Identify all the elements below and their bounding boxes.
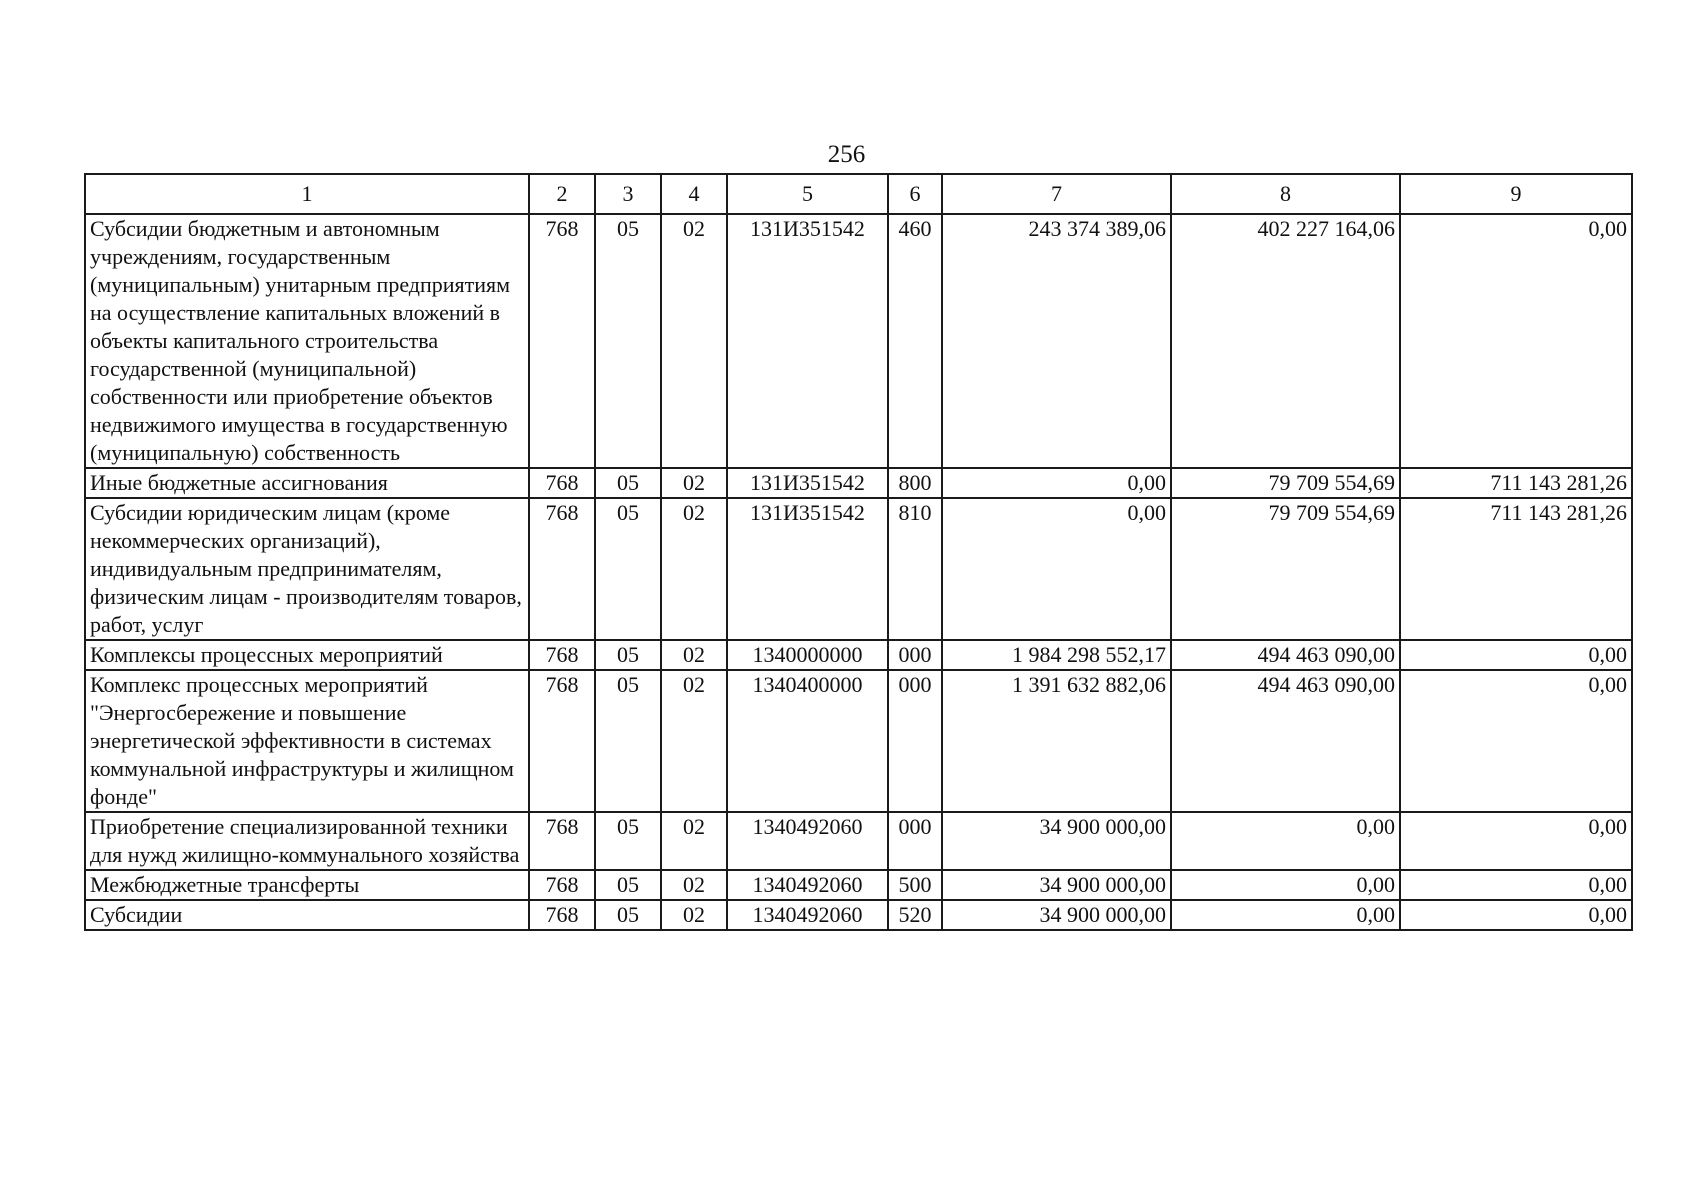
amount-cell: 711 143 281,26 — [1400, 468, 1632, 498]
code-cell: 520 — [888, 900, 942, 930]
code-cell: 05 — [595, 214, 661, 468]
code-cell: 131И351542 — [727, 468, 888, 498]
table-row — [85, 214, 1632, 468]
code-cell: 500 — [888, 870, 942, 900]
table-row — [85, 498, 1632, 640]
code-cell: 768 — [529, 498, 595, 640]
code-cell: 05 — [595, 640, 661, 670]
code-cell: 05 — [595, 468, 661, 498]
code-cell: 02 — [661, 900, 727, 930]
code-cell: 000 — [888, 640, 942, 670]
code-cell: 02 — [661, 812, 727, 870]
table-row — [85, 812, 1632, 870]
budget-table — [84, 173, 1633, 931]
amount-cell: 1 984 298 552,17 — [942, 640, 1171, 670]
row-name: Субсидии бюджетным и автономным учреждениям, государственным (муниципальным) унитарным предприятиям на осуществление капитальных вложений в объекты капитального строительства государственной (муниципальной) собственности или приобретение объектов недвижимого имущества в государственную (муниципальную) собственность — [85, 214, 529, 468]
row-name: Субсидии юридическим лицам (кроме некоммерческих организаций), индивидуальным предпринимателям, физическим лицам - производителям товаров, работ, услуг — [85, 498, 529, 640]
code-cell: 1340492060 — [727, 812, 888, 870]
amount-cell: 0,00 — [1400, 870, 1632, 900]
column-header-2: 2 — [529, 174, 595, 214]
code-cell: 02 — [661, 214, 727, 468]
amount-cell: 34 900 000,00 — [942, 870, 1171, 900]
column-header-4: 4 — [661, 174, 727, 214]
row-name: Межбюджетные трансферты — [85, 870, 529, 900]
code-cell: 02 — [661, 498, 727, 640]
table-row — [85, 900, 1632, 930]
amount-cell: 79 709 554,69 — [1171, 468, 1400, 498]
code-cell: 05 — [595, 870, 661, 900]
amount-cell: 0,00 — [1171, 870, 1400, 900]
code-cell: 768 — [529, 214, 595, 468]
column-header-3: 3 — [595, 174, 661, 214]
code-cell: 460 — [888, 214, 942, 468]
amount-cell: 0,00 — [942, 468, 1171, 498]
table-row — [85, 670, 1632, 812]
amount-cell: 402 227 164,06 — [1171, 214, 1400, 468]
code-cell: 1340492060 — [727, 870, 888, 900]
code-cell: 810 — [888, 498, 942, 640]
header-row — [85, 174, 1632, 214]
amount-cell: 0,00 — [942, 498, 1171, 640]
amount-cell: 494 463 090,00 — [1171, 640, 1400, 670]
code-cell: 1340000000 — [727, 640, 888, 670]
row-name: Иные бюджетные ассигнования — [85, 468, 529, 498]
column-header-7: 7 — [942, 174, 1171, 214]
code-cell: 768 — [529, 870, 595, 900]
code-cell: 02 — [661, 640, 727, 670]
code-cell: 02 — [661, 468, 727, 498]
code-cell: 05 — [595, 498, 661, 640]
code-cell: 768 — [529, 812, 595, 870]
amount-cell: 711 143 281,26 — [1400, 498, 1632, 640]
row-name: Субсидии — [85, 900, 529, 930]
code-cell: 000 — [888, 670, 942, 812]
amount-cell: 0,00 — [1400, 640, 1632, 670]
code-cell: 131И351542 — [727, 214, 888, 468]
amount-cell: 0,00 — [1400, 812, 1632, 870]
code-cell: 800 — [888, 468, 942, 498]
table-row — [85, 468, 1632, 498]
column-header-8: 8 — [1171, 174, 1400, 214]
row-name: Комплекс процессных мероприятий "Энергосбережение и повышение энергетической эффективности в системах коммунальной инфраструктуры и жилищном фонде" — [85, 670, 529, 812]
amount-cell: 34 900 000,00 — [942, 900, 1171, 930]
code-cell: 05 — [595, 670, 661, 812]
amount-cell: 0,00 — [1400, 900, 1632, 930]
code-cell: 768 — [529, 640, 595, 670]
amount-cell: 0,00 — [1171, 900, 1400, 930]
code-cell: 1340492060 — [727, 900, 888, 930]
code-cell: 131И351542 — [727, 498, 888, 640]
code-cell: 02 — [661, 670, 727, 812]
code-cell: 05 — [595, 812, 661, 870]
code-cell: 768 — [529, 670, 595, 812]
row-name: Приобретение специализированной техники для нужд жилищно-коммунального хозяйства — [85, 812, 529, 870]
amount-cell: 79 709 554,69 — [1171, 498, 1400, 640]
column-header-6: 6 — [888, 174, 942, 214]
amount-cell: 243 374 389,06 — [942, 214, 1171, 468]
amount-cell: 34 900 000,00 — [942, 812, 1171, 870]
amount-cell: 0,00 — [1400, 670, 1632, 812]
row-name: Комплексы процессных мероприятий — [85, 640, 529, 670]
code-cell: 1340400000 — [727, 670, 888, 812]
amount-cell: 0,00 — [1400, 214, 1632, 468]
code-cell: 05 — [595, 900, 661, 930]
code-cell: 768 — [529, 468, 595, 498]
table-row — [85, 640, 1632, 670]
amount-cell: 0,00 — [1171, 812, 1400, 870]
amount-cell: 1 391 632 882,06 — [942, 670, 1171, 812]
column-header-9: 9 — [1400, 174, 1632, 214]
code-cell: 02 — [661, 870, 727, 900]
table-row — [85, 870, 1632, 900]
column-header-1: 1 — [85, 174, 529, 214]
amount-cell: 494 463 090,00 — [1171, 670, 1400, 812]
page-number: 256 — [827, 141, 866, 168]
code-cell: 768 — [529, 900, 595, 930]
column-header-5: 5 — [727, 174, 888, 214]
code-cell: 000 — [888, 812, 942, 870]
